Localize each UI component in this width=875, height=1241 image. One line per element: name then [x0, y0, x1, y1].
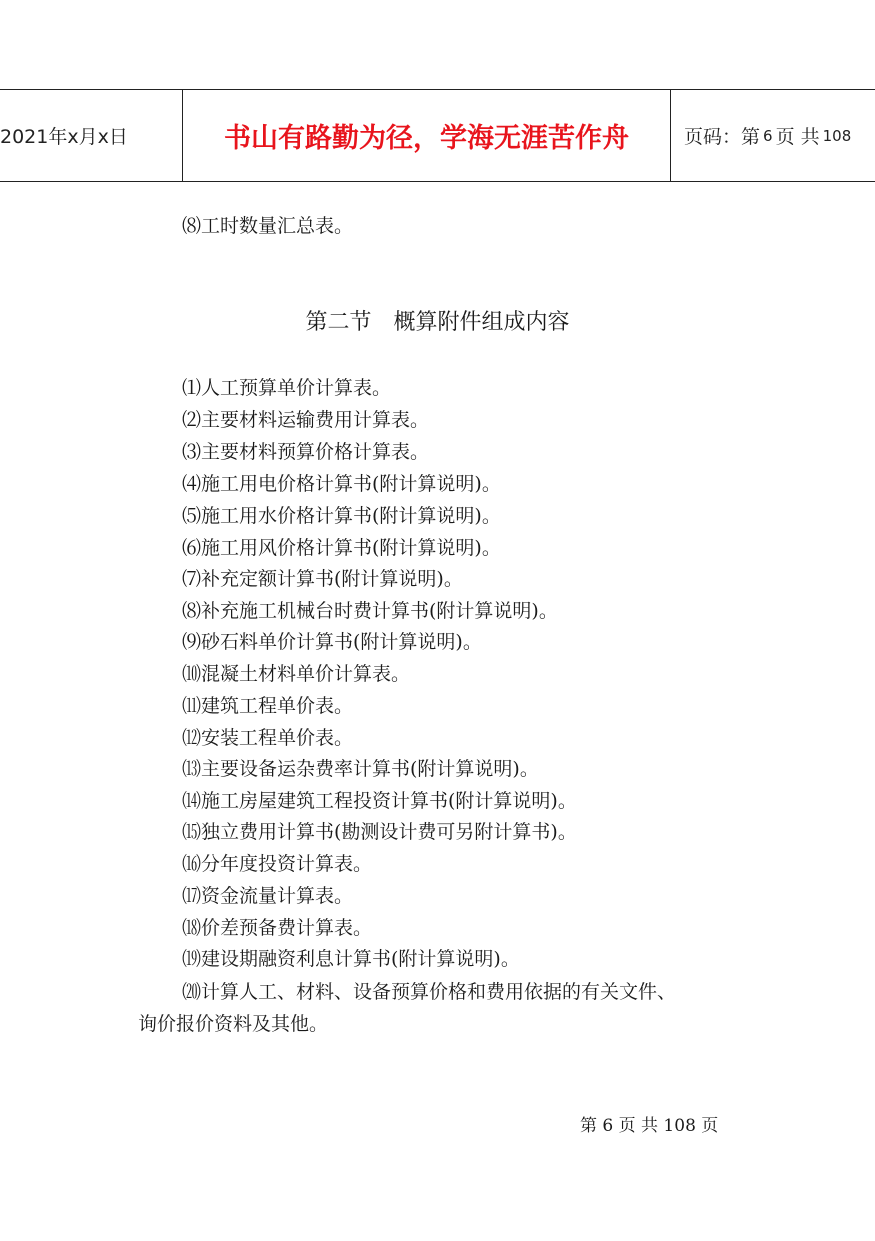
list-item: ⑵主要材料运输费用计算表。: [182, 409, 430, 431]
list-item: ⒁施工房屋建筑工程投资计算书(附计算说明)。: [182, 790, 577, 812]
list-item: ⒇计算人工、材料、设备预算价格和费用依据的有关文件、: [182, 981, 677, 1003]
header-page-mid: 页 共: [775, 126, 820, 148]
header-page-total: 108: [822, 126, 852, 145]
header-date: 2021年x月x日: [0, 90, 183, 181]
list-item: ⒂独立费用计算书(勘测设计费可另附计算书)。: [182, 821, 577, 843]
page-footer: 第 6 页 共 108 页: [580, 1116, 719, 1136]
list-item: ⒄资金流量计算表。: [182, 885, 354, 907]
header-motto: 书山有路勤为径，学海无涯苦作舟: [183, 90, 671, 181]
section-title: 第二节 概算附件组成内容: [305, 310, 570, 335]
header-page-number: 6: [763, 126, 773, 145]
list-item: ⑹施工用风价格计算书(附计算说明)。: [182, 537, 501, 559]
list-item: ⑼砂石料单价计算书(附计算说明)。: [182, 631, 482, 653]
list-item: ⑾建筑工程单价表。: [182, 695, 354, 717]
list-item: ⑽混凝土材料单价计算表。: [182, 663, 411, 685]
list-item: ⑺补充定额计算书(附计算说明)。: [182, 568, 463, 590]
list-item: ⑿安装工程单价表。: [182, 727, 354, 749]
list-item: ⒆建设期融资利息计算书(附计算说明)。: [182, 948, 520, 970]
list-item: ⒃分年度投资计算表。: [182, 853, 373, 875]
list-item: ⒅价差预备费计算表。: [182, 917, 373, 939]
list-item: ⑴人工预算单价计算表。: [182, 377, 392, 399]
list-item: ⑶主要材料预算价格计算表。: [182, 441, 430, 463]
list-item-continuation: 询价报价资料及其他。: [138, 1013, 329, 1035]
list-item: ⑷施工用电价格计算书(附计算说明)。: [182, 473, 501, 495]
header-page-label: 页码：第: [684, 126, 761, 148]
list-item: ⒀主要设备运杂费率计算书(附计算说明)。: [182, 758, 539, 780]
page-header: [0, 89, 875, 182]
intro-list-item: ⑻工时数量汇总表。: [182, 215, 354, 237]
list-item: ⑻补充施工机械台时费计算书(附计算说明)。: [182, 600, 558, 622]
list-item: ⑸施工用水价格计算书(附计算说明)。: [182, 505, 501, 527]
header-page-info: [671, 90, 875, 181]
